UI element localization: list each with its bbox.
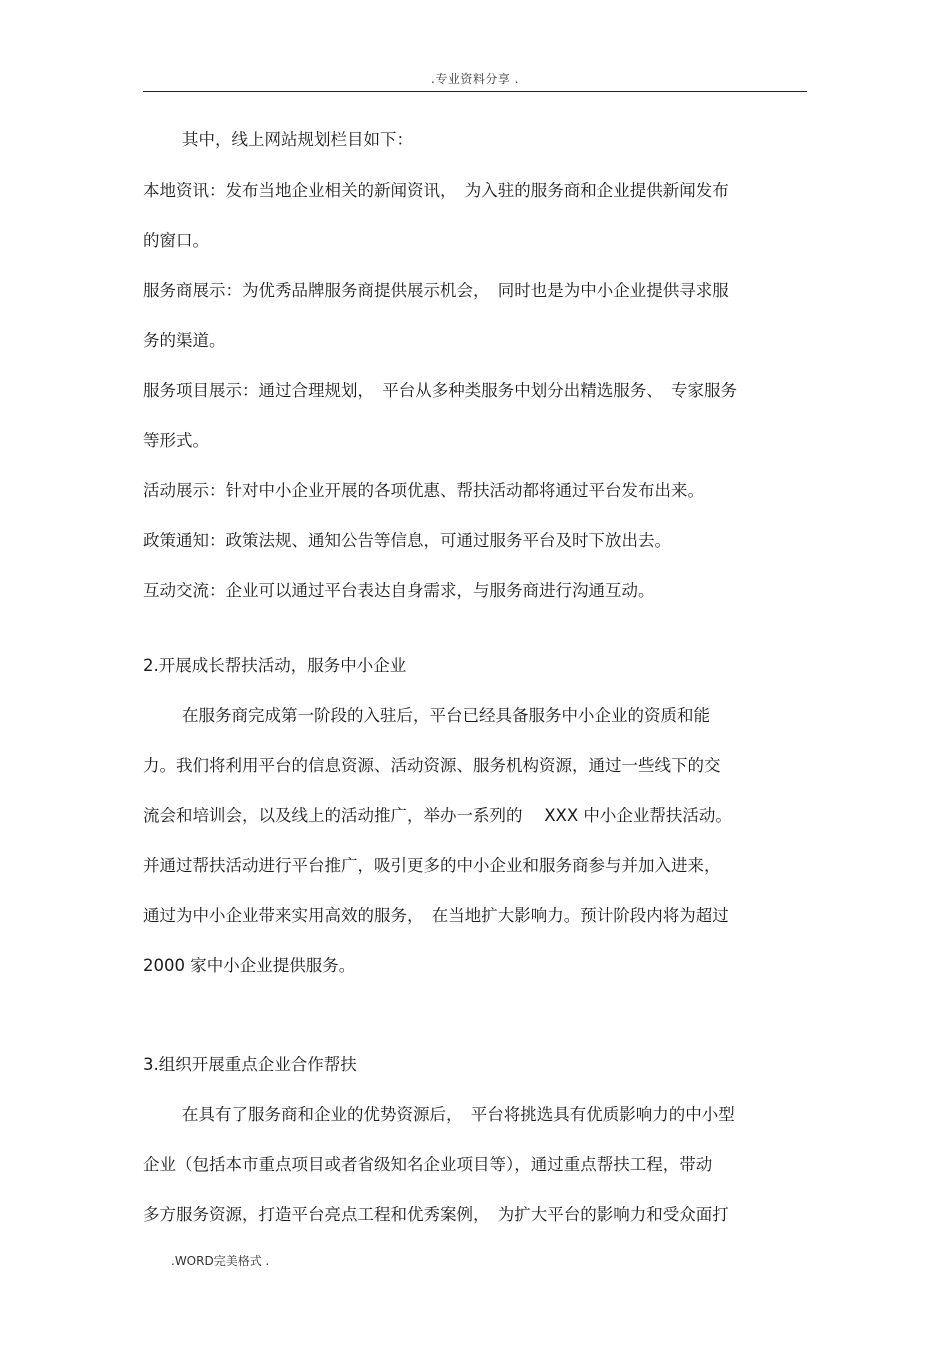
paragraph-line: 服务商展示：为优秀品牌服务商提供展示机会， 同时也是为中小企业提供寻求服 <box>143 281 729 300</box>
paragraph-line: 其中，线上网站规划栏目如下： <box>182 130 413 149</box>
paragraph-line: 2000 家中小企业提供服务。 <box>143 956 356 975</box>
paragraph-line: 力。我们将利用平台的信息资源、活动资源、服务机构资源，通过一些线下的交 <box>143 756 721 775</box>
paragraph-line: 互动交流：企业可以通过平台表达自身需求，与服务商进行沟通互动。 <box>143 581 655 600</box>
paragraph-line: 政策通知：政策法规、通知公告等信息，可通过服务平台及时下放出去。 <box>143 531 671 550</box>
paragraph-line: 务的渠道。 <box>143 331 226 350</box>
paragraph-line: 本地资讯：发布当地企业相关的新闻资讯， 为入驻的服务商和企业提供新闻发布 <box>143 181 729 200</box>
paragraph-line: 在服务商完成第一阶段的入驻后，平台已经具备服务中小企业的资质和能 <box>182 706 710 725</box>
page-footer: .WORD完美格式 . <box>171 1254 270 1268</box>
paragraph-line: 等形式。 <box>143 431 209 450</box>
paragraph-line: 多方服务资源，打造平台亮点工程和优秀案例， 为扩大平台的影响力和受众面打 <box>143 1205 729 1224</box>
page-header: .专业资料分享 . <box>431 72 519 86</box>
paragraph-line: 企业（包括本市重点项目或者省级知名企业项目等），通过重点帮扶工程，带动 <box>143 1155 713 1174</box>
paragraph-line: 服务项目展示：通过合理规划， 平台从多种类服务中划分出精选服务、 专家服务 <box>143 381 737 400</box>
section-heading: 2.开展成长帮扶活动，服务中小企业 <box>143 656 407 675</box>
paragraph-line: 通过为中小企业带来实用高效的服务， 在当地扩大影响力。预计阶段内将为超过 <box>143 906 729 925</box>
header-divider <box>143 91 807 92</box>
paragraph-line: 流会和培训会，以及线上的活动推广，举办一系列的 XXX 中小企业帮扶活动。 <box>143 806 732 825</box>
paragraph-line: 在具有了服务商和企业的优势资源后， 平台将挑选具有优质影响力的中小型 <box>182 1105 735 1124</box>
paragraph-line: 活动展示：针对中小企业开展的各项优惠、帮扶活动都将通过平台发布出来。 <box>143 481 704 500</box>
section-heading: 3.组织开展重点企业合作帮扶 <box>143 1055 357 1074</box>
paragraph-line: 的窗口。 <box>143 231 209 250</box>
paragraph-line: 并通过帮扶活动进行平台推广，吸引更多的中小企业和服务商参与并加入进来， <box>143 856 721 875</box>
